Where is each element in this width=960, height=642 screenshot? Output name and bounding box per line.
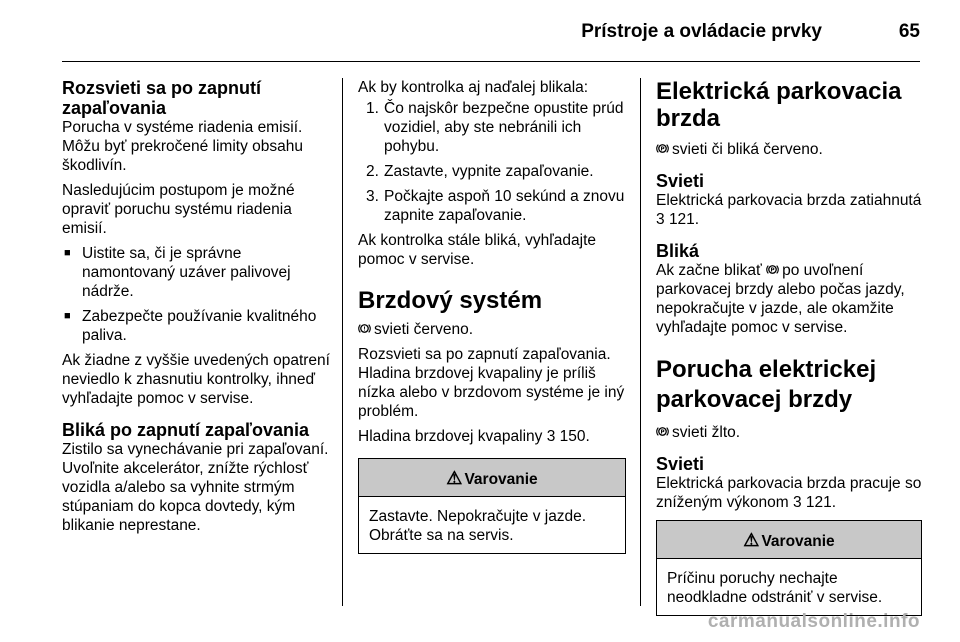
brake-warning-icon: [358, 322, 371, 335]
parking-brake-icon: [656, 142, 669, 155]
svg-text:P: P: [770, 267, 775, 274]
column-divider: [342, 78, 343, 606]
section-heading-electric-parking-brake: Elektrická parkovacia brzda: [656, 78, 902, 132]
page-reference[interactable]: 121.: [668, 211, 700, 228]
list-item: 3. Počkajte aspoň 10 sekúnd a znovu zapnite zapaľovanie.: [366, 188, 625, 224]
section-heading-lit-after-ignition: Rozsvieti sa po zapnutí zapaľovania: [62, 78, 262, 118]
section-heading-brake-system: Brzdový systém: [358, 287, 543, 314]
list-item: 2. Zastavte, vypnite zapaľovanie.: [366, 163, 594, 180]
svg-text:P: P: [660, 429, 665, 436]
column-left: [62, 78, 332, 541]
column-divider: [640, 78, 641, 606]
reference-arrow-icon: 3: [792, 494, 802, 511]
epb-fault-icon: [656, 425, 669, 438]
section-heading-flashing-after-ignition: Bliká po zapnutí zapaľovania: [62, 420, 309, 440]
warning-text: Zastavte. Nepokračujte v jazde. Obráťte sa na servis.: [369, 508, 587, 544]
paragraph: P svieti žlto.: [656, 423, 922, 442]
paragraph: Ak kontrolka stále bliká, vyhľadajte pomoc v servise.: [358, 232, 597, 268]
paragraph: P svieti či bliká červeno.: [656, 140, 922, 159]
warning-header: ⚠ Varovanie: [657, 521, 921, 559]
parking-brake-icon: [766, 263, 779, 276]
bullet-list: [62, 244, 332, 345]
paragraph: Elektrická parkovacia brzda zatiahnutá 3 121.: [656, 192, 922, 228]
paragraph: Ak začne blikať P po uvoľnení parkovacej brzdy alebo počas jazdy, nepokračujte v jazde, ale okamžite vyhľadajte pomoc v servise.: [656, 262, 905, 336]
section-heading-epb-fault: Porucha elektrickej parkovacej brzdy: [656, 356, 877, 413]
warning-box: [358, 458, 626, 554]
paragraph: Ak by kontrolka aj naďalej blikala:: [358, 79, 589, 96]
paragraph: Elektrická parkovacia brzda pracuje so zníženým výkonom 3 121.: [656, 475, 922, 511]
header-divider: [62, 61, 920, 62]
warning-triangle-icon: ⚠: [743, 530, 760, 550]
page-reference[interactable]: 150.: [559, 428, 590, 445]
warning-box: [656, 520, 922, 616]
subheading-lit: Svieti: [656, 454, 705, 474]
page-number: 65: [898, 21, 920, 42]
paragraph: ! svieti červeno.: [358, 320, 626, 339]
warning-triangle-icon: ⚠: [446, 468, 463, 488]
reference-arrow-icon: 3: [546, 428, 556, 445]
watermark: carmanualsonline.info: [707, 611, 920, 632]
paragraph: Ak žiadne z vyššie uvedených opatrení neviedlo k zhasnutiu kontrolky, ihneď vyhľadajte pomoc v servise.: [62, 352, 330, 407]
column-right: [656, 78, 922, 616]
warning-header: ⚠ Varovanie: [359, 459, 625, 497]
subheading-flashing: Bliká: [656, 241, 700, 261]
numbered-list: [358, 99, 626, 225]
list-item: ■ Uistite sa, či je správne namontovaný uzáver palivovej nádrže.: [62, 244, 332, 301]
paragraph: Zistilo sa vynechávanie pri zapaľovaní. Uvoľnite akcelerátor, znížte rýchlosť vozidla a/alebo sa vyhnite strmým stúpaniam do kopca dovtedy, kým blikanie neprestane.: [62, 441, 329, 534]
warning-text: Príčinu poruchy nechajte neodkladne odstrániť v servise.: [667, 570, 883, 606]
column-middle: [358, 78, 626, 554]
reference-arrow-icon: 3: [656, 211, 665, 228]
svg-text:!: !: [363, 326, 366, 333]
page-reference[interactable]: 121.: [805, 494, 837, 511]
paragraph: Rozsvieti sa po zapnutí zapaľovania. Hladina brzdovej kvapaliny je príliš nízka alebo v brzdovom systéme je iný problém.: [358, 346, 625, 420]
list-item: 1. Čo najskôr bezpečne opustite prúd vozidiel, aby ste nebránili ich pohybu.: [366, 100, 624, 155]
list-item: ■ Zabezpečte používanie kvalitného paliva.: [62, 307, 332, 345]
paragraph: Hladina brzdovej kvapaliny 3 150.: [358, 428, 590, 445]
paragraph: Nasledujúcim postupom je možné opraviť poruchu systému riadenia emisií.: [62, 182, 295, 237]
svg-text:P: P: [660, 146, 665, 153]
paragraph: Porucha v systéme riadenia emisií. Môžu byť prekročené limity obsahu škodlivín.: [62, 119, 304, 174]
page-title: Prístroje a ovládacie prvky: [581, 21, 822, 42]
subheading-lit: Svieti: [656, 171, 705, 191]
